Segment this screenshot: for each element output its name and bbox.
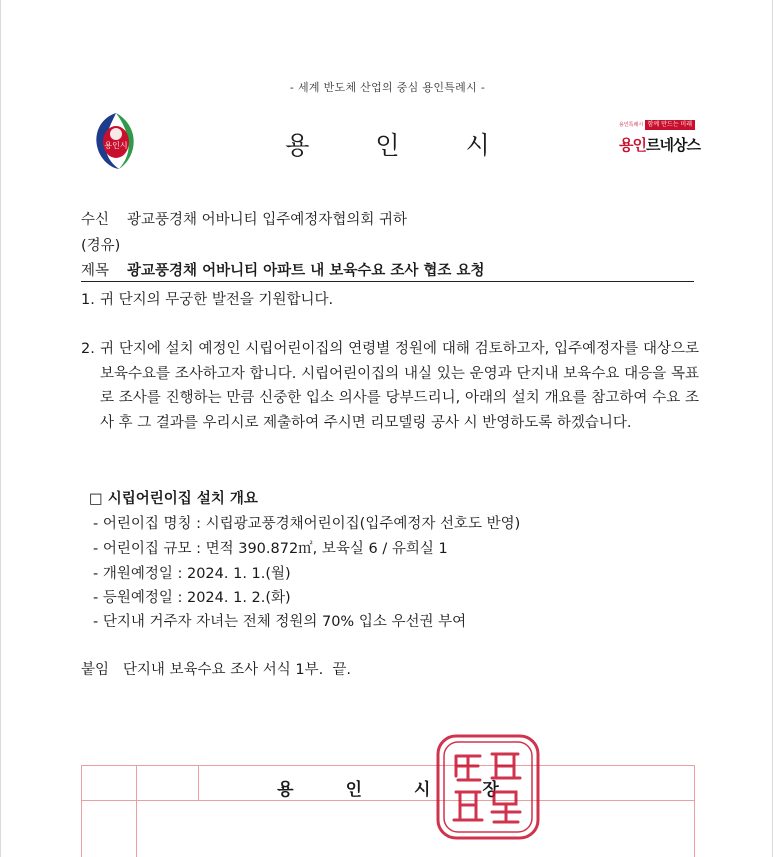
attachment-line — [81, 658, 351, 679]
subject-label: 제목 — [81, 263, 110, 279]
overview-title: □ 시립어린이집 설치 개요 — [89, 491, 258, 507]
paragraph-2 — [81, 337, 699, 435]
table-divider — [136, 800, 137, 857]
paragraph-1-number: 1. — [81, 292, 95, 308]
org-title: 용인시 — [285, 131, 556, 160]
attachment-label: 붙임 — [81, 662, 110, 678]
logo-tag: 함께 만드는 미래 — [645, 120, 695, 130]
overview-item: - 단지내 거주자 자녀는 전체 정원의 70% 입소 우선권 부여 — [93, 614, 467, 630]
paragraph-1 — [81, 288, 699, 313]
recipient-label: 수신 — [81, 212, 110, 228]
logo-small-text: 용인특례시 — [619, 122, 644, 128]
header-divider — [81, 281, 694, 282]
signature-table — [81, 765, 695, 857]
official-seal-icon — [434, 732, 542, 842]
attachment-text: 단지내 보육수요 조사 서식 1부. — [122, 662, 324, 678]
slogan: - 세계 반도체 산업의 중심 용인특례시 - — [289, 81, 486, 94]
overview-item: - 어린이집 규모 : 면적 390.872㎡, 보육실 6 / 유희실 1 — [93, 541, 448, 557]
overview-item: - 어린이집 명칭 : 시립광교풍경채어린이집(입주예정자 선호도 반영) — [93, 516, 521, 532]
yongin-renaissance-logo — [619, 120, 700, 160]
paragraph-1-text: 귀 단지의 무궁한 발전을 기원합니다. — [100, 292, 334, 308]
attachment-end: 끝. — [332, 662, 352, 678]
subject-line — [81, 259, 485, 280]
paragraph-2-number: 2. — [81, 341, 95, 357]
recipient-line — [81, 208, 407, 229]
mayor-signature: 용인시장 — [277, 780, 551, 800]
via-line: (경유) — [81, 238, 121, 254]
logo-brand: 용인르네상스 — [619, 136, 700, 154]
svg-text:용인시: 용인시 — [104, 141, 128, 150]
paragraph-2-text: 귀 단지에 설치 예정인 시립어린이집의 연령별 정원에 대해 검토하고자, 입주예정자를 대상으로 보육수요를 조사하고자 합니다. 시립어린이집의 내실 있는 운영과 단지내 보육수요 대응을 목표로 조사를 진행하는 만큼 신중한 입소 의사를 당부드리니, 아래의 설치 개요를 참고하여 수요 조사 후 그 결과를 우리시로 제출하여 주시면 리모델링 공사 시 반영하도록 하겠습니다. — [100, 341, 699, 431]
overview-item: - 등원예정일 : 2024. 1. 2.(화) — [93, 590, 291, 606]
recipient: 광교풍경채 어바니티 입주예정자협의회 귀하 — [127, 212, 407, 228]
subject: 광교풍경채 어바니티 아파트 내 보육수요 조사 협조 요청 — [127, 263, 485, 279]
table-divider — [82, 800, 694, 801]
overview-item: - 개원예정일 : 2024. 1. 1.(월) — [93, 566, 291, 582]
